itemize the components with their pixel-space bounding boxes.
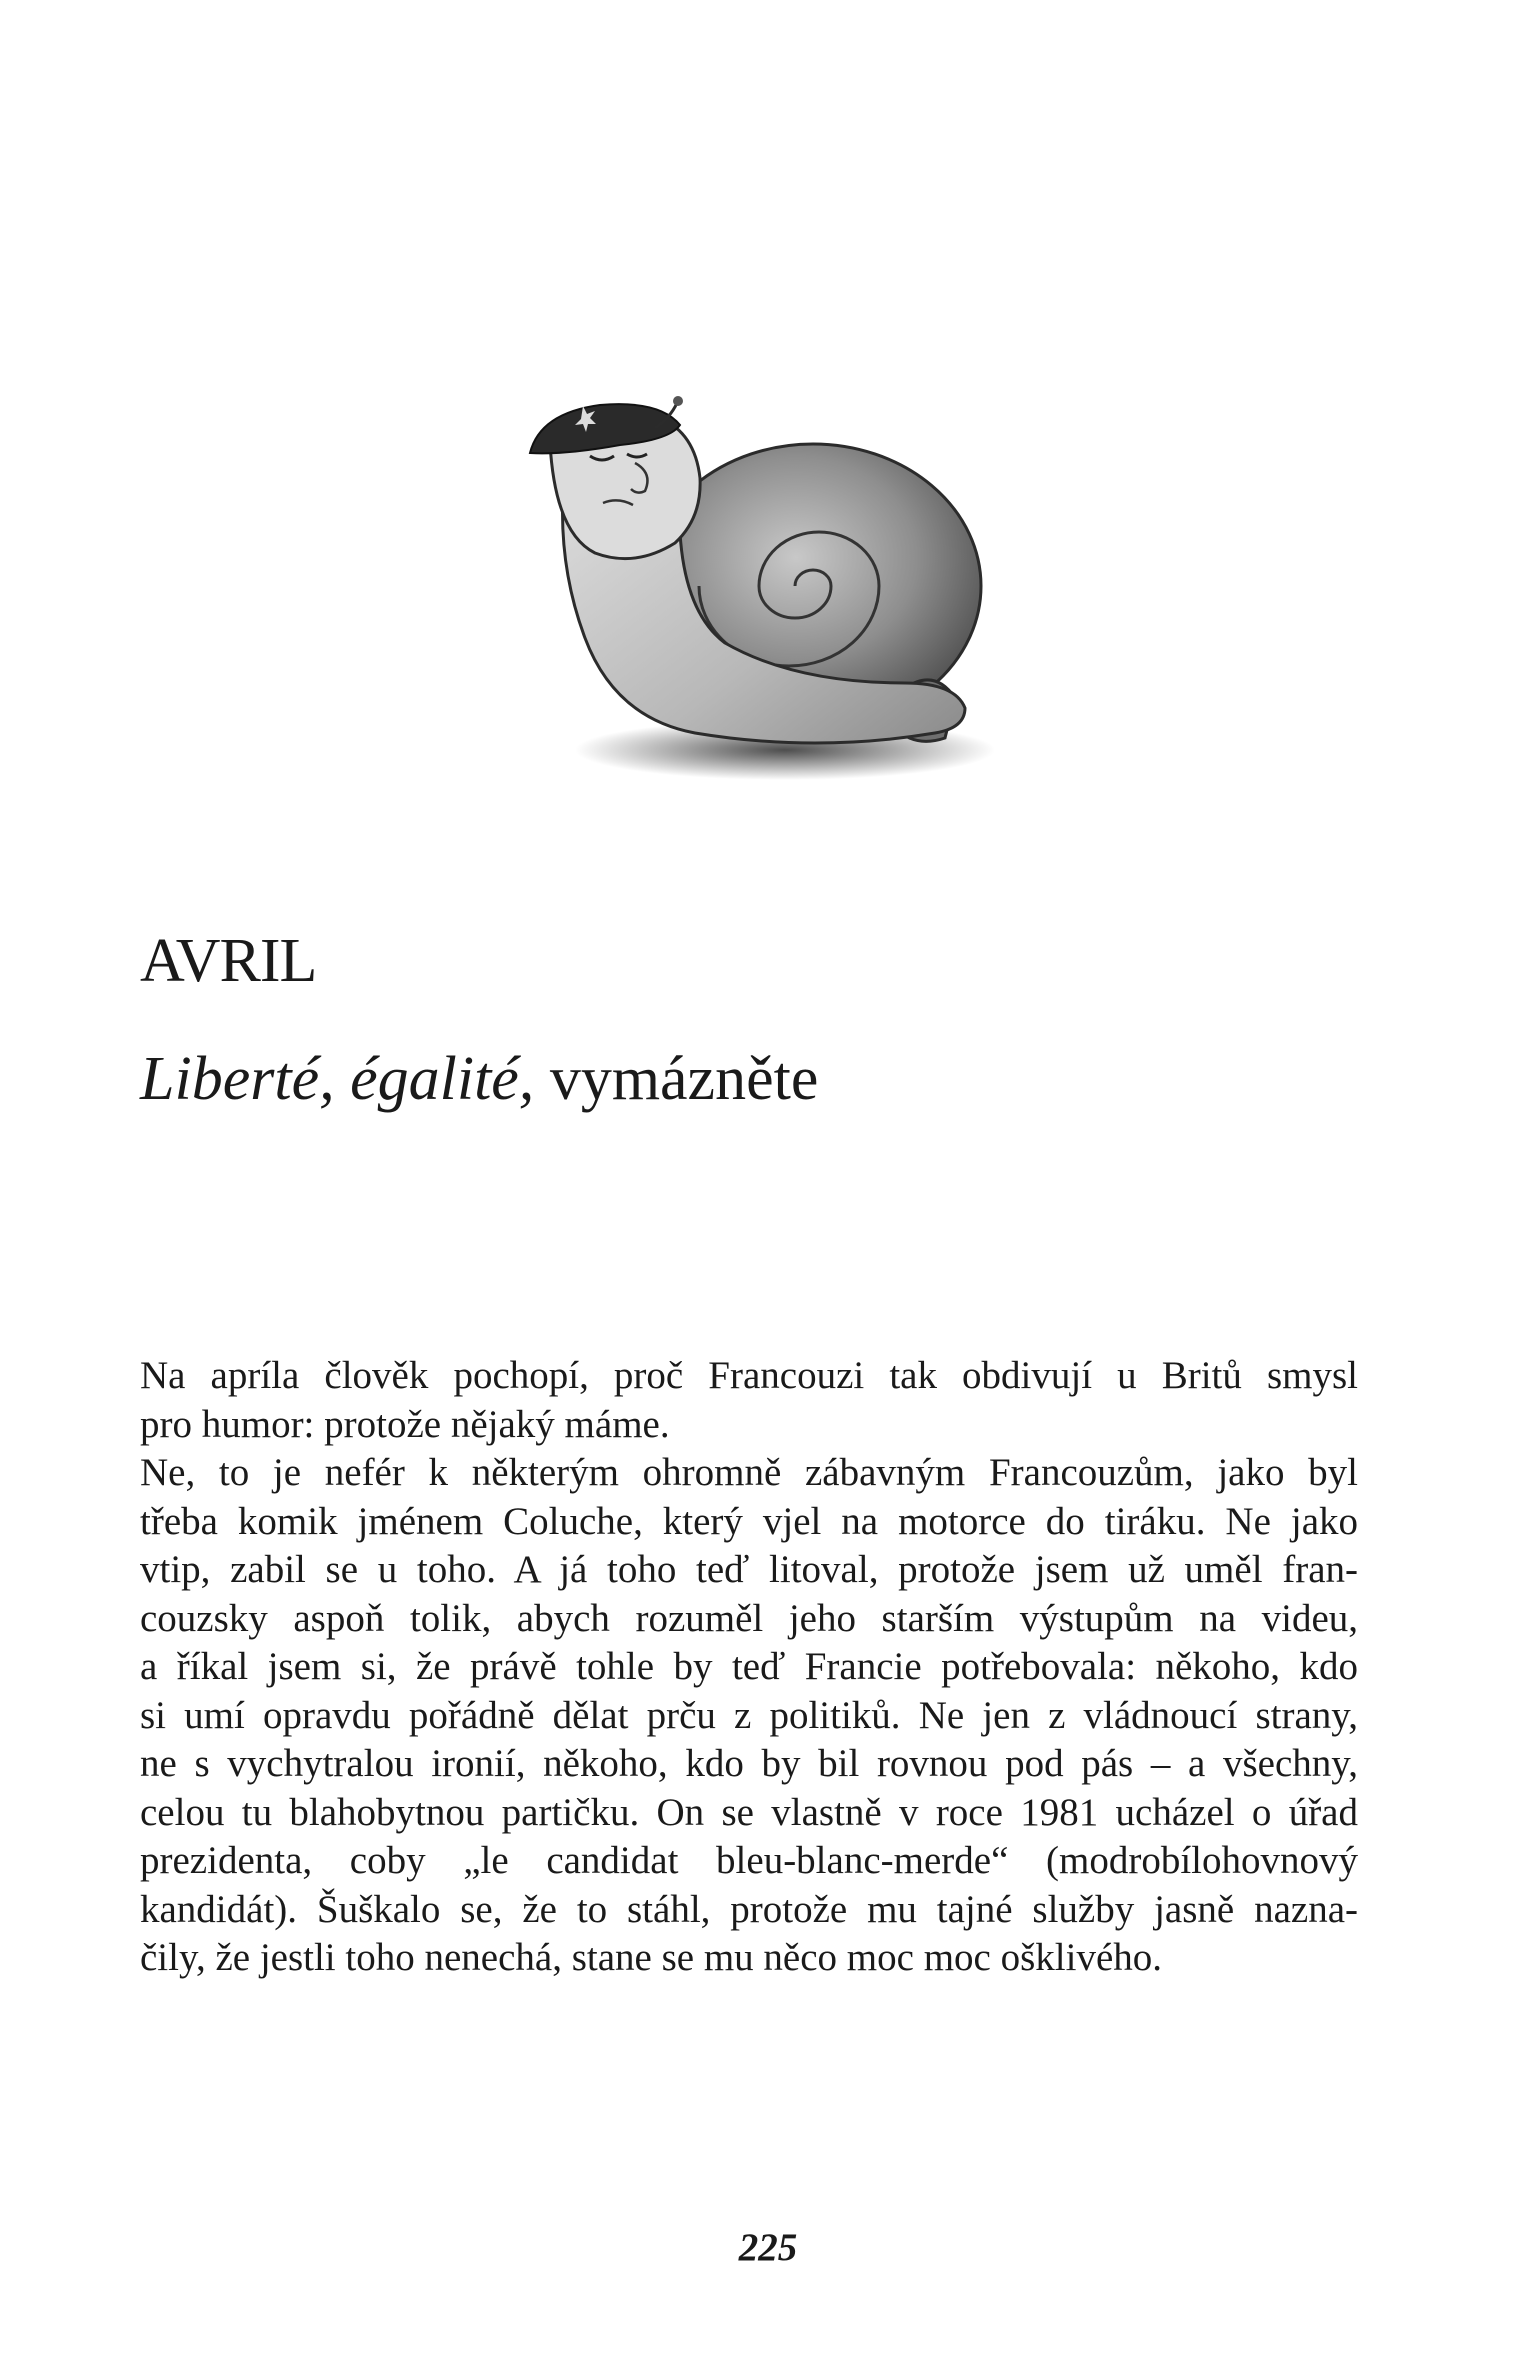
text-line: couzsky aspoň tolik, abych rozuměl jeho starším výstupům na videu, bbox=[140, 1596, 1358, 1640]
text-line: kandidát). Šuškalo se, že to stáhl, protože mu tajné služby jasně nazna- bbox=[140, 1887, 1358, 1931]
page-number: 225 bbox=[738, 2226, 798, 2269]
text-line: pro humor: protože nějaký máme. bbox=[140, 1402, 670, 1446]
chapter-subtitle bbox=[140, 1045, 819, 1113]
text-line: a říkal jsem si, že právě tohle by teď Francie potřebovala: někoho, kdo bbox=[140, 1645, 1358, 1688]
text-line: třeba komik jménem Coluche, který vjel na motorce do tiráku. Ne jako bbox=[140, 1499, 1358, 1543]
chapter-title: AVRIL bbox=[140, 927, 317, 995]
text-line: si umí opravdu pořádně dělat prču z politiků. Ne jen z vládnoucí strany, bbox=[140, 1693, 1358, 1737]
body-text bbox=[140, 1352, 1358, 1983]
text-line: vtip, zabil se u toho. A já toho teď litoval, protože jsem už uměl fran- bbox=[140, 1548, 1358, 1591]
text-line: celou tu blahobytnou partičku. On se vlastně v roce 1981 ucházel o úřad bbox=[140, 1790, 1358, 1834]
text-line: čily, že jestli toho nenechá, stane se mu něco moc moc ošklivého. bbox=[140, 1936, 1162, 1979]
chapter-subtitle-rest: vymázněte bbox=[534, 1045, 819, 1113]
text-line: Ne, to je nefér k některým ohromně zábavným Francouzům, jako byl bbox=[140, 1451, 1358, 1494]
text-line: prezidenta, coby „le candidat bleu-blanc-merde“ (modrobílohovnový bbox=[140, 1839, 1358, 1882]
snail-illustration bbox=[495, 388, 1057, 838]
text-line: Na apríla člověk pochopí, proč Francouzi tak obdivují u Britů smysl bbox=[140, 1354, 1358, 1397]
chapter-subtitle-italic: Liberté, égalité, bbox=[140, 1045, 535, 1113]
text-line: ne s vychytralou ironií, někoho, kdo by bil rovnou pod pás – a všechny, bbox=[140, 1742, 1358, 1785]
